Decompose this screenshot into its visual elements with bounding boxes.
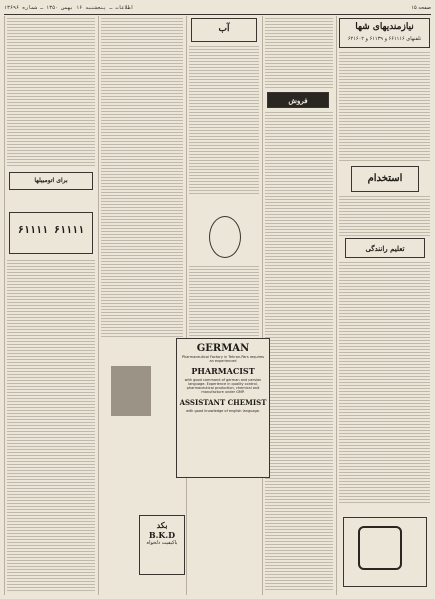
- tv-ad: [343, 517, 427, 587]
- german-headline: GERMAN: [196, 343, 250, 354]
- bkd-tagline: باکیفیت دلخواه: [146, 540, 178, 546]
- text-block: [189, 266, 259, 336]
- column-4: [98, 16, 185, 595]
- column-1: [336, 16, 432, 595]
- text-block: [7, 260, 95, 591]
- text-block: [7, 18, 95, 168]
- column-5: [4, 16, 97, 595]
- talim-title: تعلیم رانندگی: [365, 244, 405, 253]
- german-role2: ASSISTANT CHEMIST: [179, 398, 267, 407]
- rahan-ad: [9, 172, 93, 190]
- text-block: [189, 46, 259, 196]
- ab-ad: [191, 18, 257, 42]
- tv-icon: [358, 526, 402, 570]
- ab-title: آب: [218, 24, 230, 34]
- bkd-subtitle: بکد: [156, 520, 168, 530]
- shahab-phone: تلفنهای ۶۶۱۱۱۶ و ۶۱۱۳۹ و ۶۲۱۶۰۲: [347, 36, 422, 42]
- forosh-title: فروش: [288, 96, 308, 105]
- shahab-title: نیازمندیهای شها: [355, 22, 414, 32]
- german-ad: [176, 338, 270, 478]
- page-header: [4, 2, 431, 15]
- text-block: [265, 18, 333, 88]
- talim-ad: [345, 238, 425, 258]
- bkd-title: B.K.D: [148, 530, 176, 540]
- text-block: [339, 52, 430, 162]
- rahan-title: برای اتومبیلها: [34, 177, 68, 184]
- page-number: صفحه ۱۵: [411, 5, 431, 11]
- german-role1: PHARMACIST: [191, 366, 255, 376]
- portrait-photo: [111, 366, 151, 416]
- forosh-ad: [267, 92, 329, 108]
- phone-big: ۶۱۱۱۱ ۶۱۱۱۱: [17, 225, 85, 236]
- bkd-ad: [139, 515, 185, 575]
- edition-line: اطلاعات ـ پنجشنبه ۱۶ بهمن ۱۳۵۰ ـ شماره ۱۳۶۹۶: [4, 5, 134, 11]
- text-block: [101, 18, 183, 338]
- column-2: [262, 16, 335, 595]
- logo-icon: [209, 216, 241, 258]
- shahab-ad: [339, 18, 430, 48]
- german-footer: with good knowledge of english language.: [185, 409, 261, 413]
- estekhdam-title: استخدام: [367, 173, 403, 184]
- phone-ad: [9, 212, 93, 254]
- text-block: [265, 112, 333, 591]
- column-3: [186, 16, 261, 595]
- text-block: [339, 196, 430, 236]
- german-body: with good command of german and persian language. Experience in quality control, pharmaceutical production, chemical and manufacture under GMP.: [184, 378, 262, 394]
- german-subline: Pharmaceutical Factory in Tehran-Pars requires an experienced: [181, 355, 265, 363]
- text-block: [339, 262, 430, 505]
- estekhdam-ad: [351, 166, 419, 192]
